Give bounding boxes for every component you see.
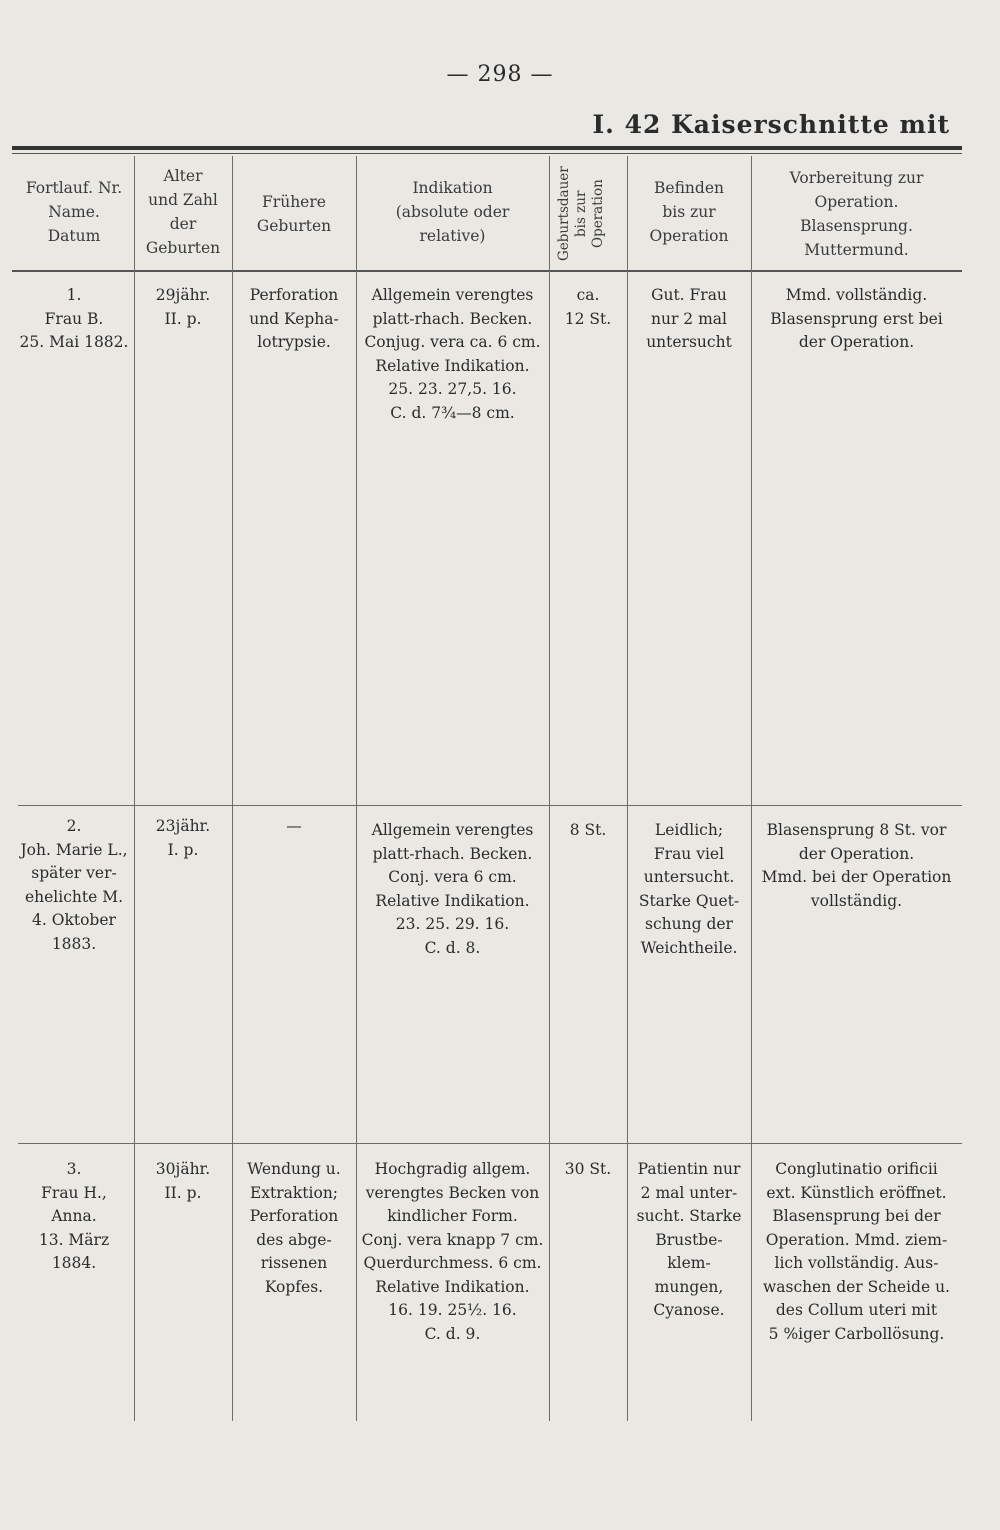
column-divider	[549, 156, 550, 1421]
row-2-alter: 23jähr. I. p.	[155, 817, 211, 859]
row-3-befinden: Patientin nur 2 mal unter- sucht. Starke Brustbe- klem- mungen, Cyanose.	[636, 1160, 742, 1319]
column-header-vorbereitung: Vorbereitung zur Operation. Blasensprung. Muttermund.	[789, 169, 924, 259]
column-header-fruehere: Frühere Geburten	[256, 193, 332, 235]
row-3-alter: 30jähr. II. p.	[155, 1160, 211, 1202]
row-separator	[18, 805, 962, 806]
row-3-fruehere: Wendung u. Extraktion; Perforation des abge- rissenen Kopfes.	[247, 1160, 341, 1296]
row-2-fruehere: —	[286, 817, 302, 835]
column-header-alter: Alter und Zahl der Geburten	[145, 167, 221, 257]
row-1-indikation: Allgemein verengtes platt-rhach. Becken. Conjug. vera ca. 6 cm. Relative Indikation. 25. 23. 27,5. 16. C. d. 7¾—8 cm.	[364, 286, 541, 422]
row-2-nr: 2. Joh. Marie L., später ver- ehelichte M. 4. Oktober 1883.	[20, 817, 128, 953]
row-1-nr: 1. Frau B. 25. Mai 1882.	[19, 286, 129, 351]
table-top-rule-thin	[12, 153, 962, 154]
column-divider	[134, 156, 135, 1421]
row-3-nr: 3. Frau H., Anna. 13. März 1884.	[38, 1160, 110, 1272]
header-bottom-rule	[12, 270, 962, 272]
table-top-rule	[12, 146, 962, 150]
row-3-dauer: 30 St.	[564, 1160, 612, 1178]
page-number: — 298 —	[446, 62, 554, 87]
column-header-dauer: Geburtsdauer bis zur Operation	[556, 166, 606, 262]
running-head: I. 42 Kaiserschnitte mit	[592, 110, 950, 139]
row-1-befinden: Gut. Frau nur 2 mal untersucht	[646, 286, 732, 351]
row-separator	[18, 1143, 962, 1144]
column-header-indikation: Indikation (absolute oder relative)	[395, 179, 510, 245]
row-1-alter: 29jähr. II. p.	[155, 286, 211, 328]
column-header-befinden: Befinden bis zur Operation	[649, 179, 729, 245]
row-2-befinden: Leidlich; Frau viel untersucht. Starke Quet- schung der Weichtheile.	[638, 821, 740, 957]
row-1-dauer: ca. 12 St.	[564, 286, 612, 328]
column-header-nr: Fortlauf. Nr. Name. Datum	[25, 179, 123, 245]
row-1-fruehere: Perforation und Kepha- lotrypsie.	[249, 286, 339, 351]
row-1-vorbereitung: Mmd. vollständig. Blasensprung erst bei der Operation.	[770, 286, 943, 351]
row-2-vorbereitung: Blasensprung 8 St. vor der Operation. Mmd. bei der Operation vollständig.	[761, 821, 952, 910]
row-3-indikation: Hochgradig allgem. verengtes Becken von kindlicher Form. Conj. vera knapp 7 cm. Querdurchmess. 6 cm. Relative Indikation. 16. 19. 25½. 16. C. d. 9.	[361, 1160, 544, 1343]
row-3-vorbereitung: Conglutinatio orificii ext. Künstlich eröffnet. Blasensprung bei der Operation. Mmd. ziem- lich vollständig. Aus- waschen der Scheide u. des Collum uteri mit 5 %iger Carbollösung.	[763, 1160, 950, 1343]
row-2-indikation: Allgemein verengtes platt-rhach. Becken. Conj. vera 6 cm. Relative Indikation. 23. 25. 29. 16. C. d. 8.	[371, 821, 534, 957]
row-2-dauer: 8 St.	[569, 821, 607, 839]
